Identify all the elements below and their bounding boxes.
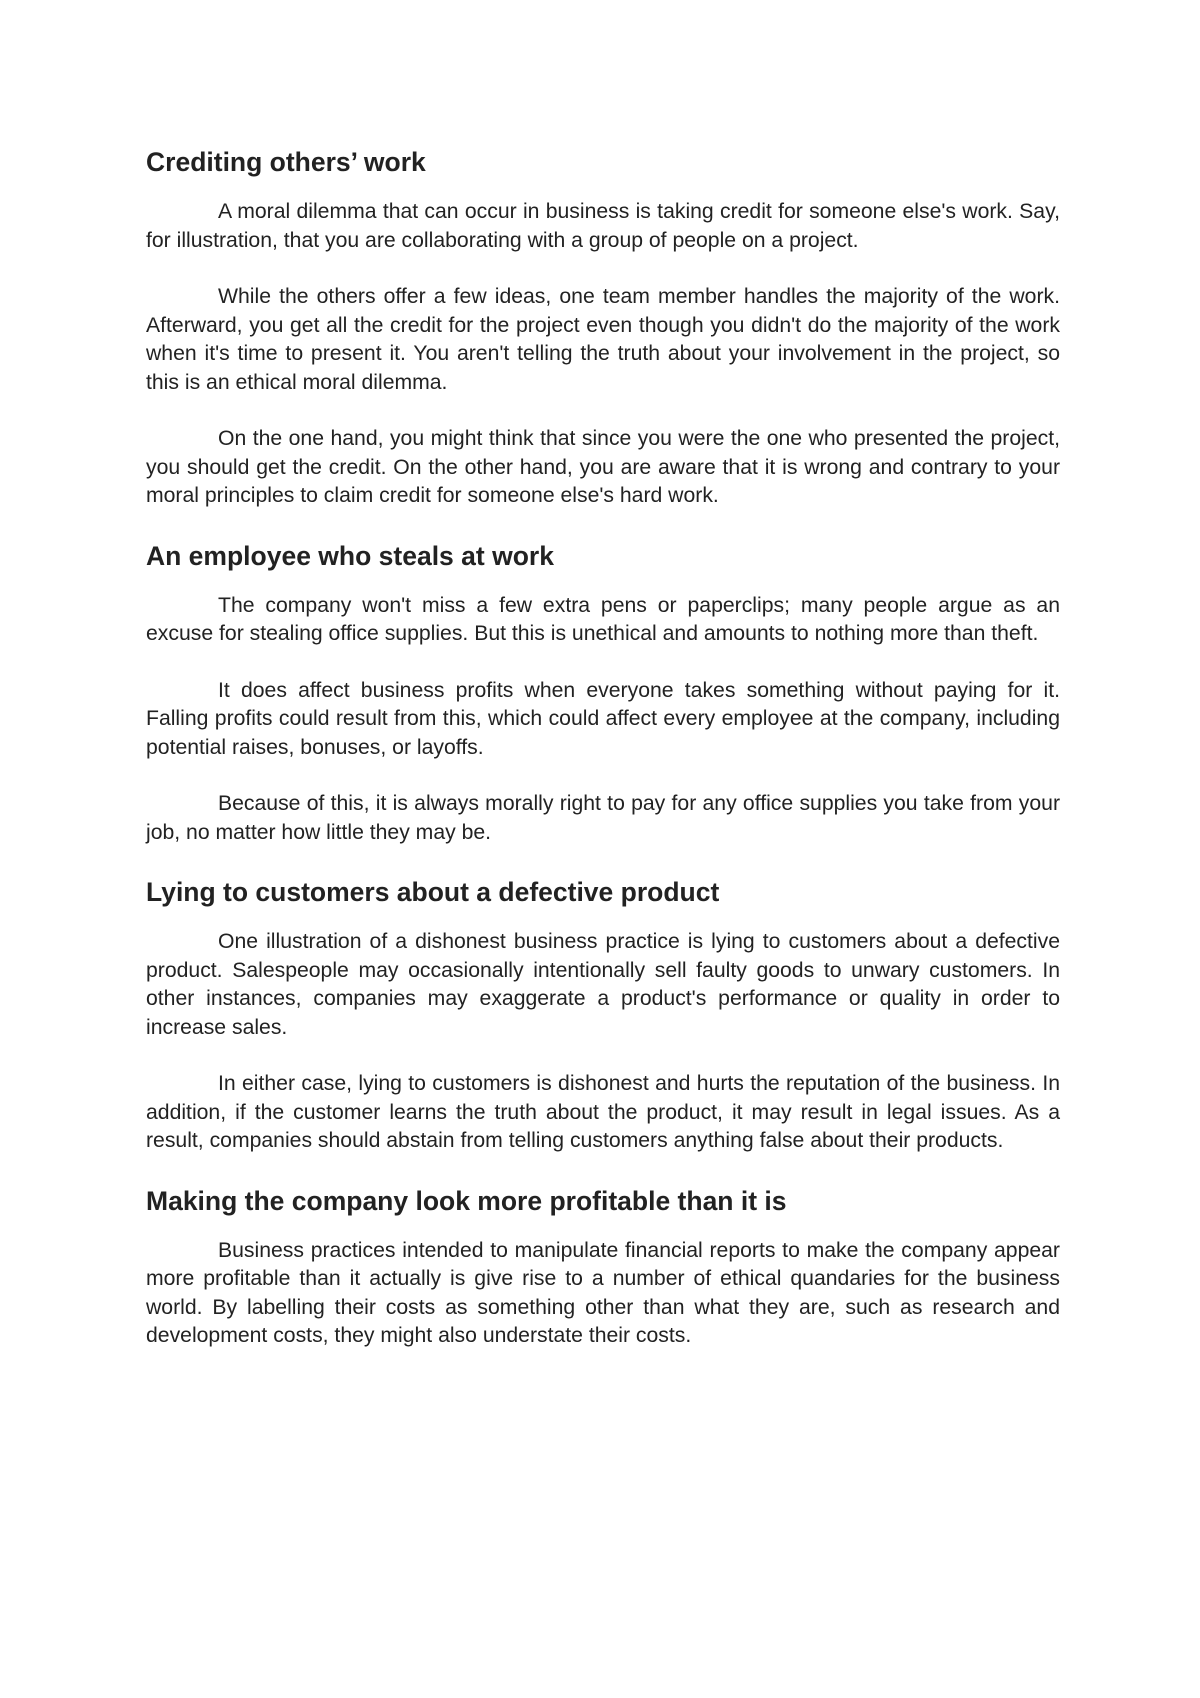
paragraph: While the others offer a few ideas, one team member handles the majority of the work. Afterward, you get all the credit for the project even though you didn't do the majority of the work when it's time to present it. You aren't telling the truth about your involvement in the project, so this is an ethical moral dilemma. bbox=[146, 285, 1060, 394]
section-crediting-others-work bbox=[146, 145, 1060, 511]
section-heading: Crediting others’ work bbox=[146, 147, 426, 177]
section-heading: Making the company look more profitable than it is bbox=[146, 1185, 787, 1216]
document-body bbox=[146, 145, 1060, 1379]
paragraph: In either case, lying to customers is dishonest and hurts the reputation of the business. In addition, if the customer learns the truth about the product, it may result in legal issues. As a result, companies should abstain from telling customers anything false about their products. bbox=[146, 1072, 1060, 1152]
paragraph: On the one hand, you might think that since you were the one who presented the project, you should get the credit. On the other hand, you are aware that it is wrong and contrary to your moral principles to claim credit for someone else's hard work. bbox=[146, 427, 1060, 507]
section-company-profitable bbox=[146, 1184, 1060, 1351]
section-employee-steals bbox=[146, 539, 1060, 848]
paragraph: It does affect business profits when everyone takes something without paying for it. Falling profits could result from this, which could affect every employee at the company, including potential raises, bonuses, or layoffs. bbox=[146, 678, 1060, 759]
paragraph: The company won't miss a few extra pens or paperclips; many people argue as an excuse for stealing office supplies. But this is unethical and amounts to nothing more than theft. bbox=[146, 593, 1060, 645]
paragraph: A moral dilemma that can occur in business is taking credit for someone else's work. Say, for illustration, that you are collaborating with a group of people on a project. bbox=[146, 200, 1060, 252]
section-heading: Lying to customers about a defective product bbox=[146, 877, 720, 907]
paragraph: One illustration of a dishonest business practice is lying to customers about a defective product. Salespeople may occasionally intentionally sell faulty goods to unwary customers. In other instances, companies may exaggerate a product's performance or quality in order to increase sales. bbox=[146, 930, 1060, 1039]
section-lying-to-customers bbox=[146, 875, 1060, 1156]
section-heading: An employee who steals at work bbox=[146, 540, 554, 571]
paragraph: Because of this, it is always morally right to pay for any office supplies you take from your job, no matter how little they may be. bbox=[146, 792, 1060, 844]
paragraph: Business practices intended to manipulate financial reports to make the company appear more profitable than it actually is give rise to a number of ethical quandaries for the business world. By labelling their costs as something other than what they are, such as research and development costs, they might also understate their costs. bbox=[146, 1238, 1060, 1347]
